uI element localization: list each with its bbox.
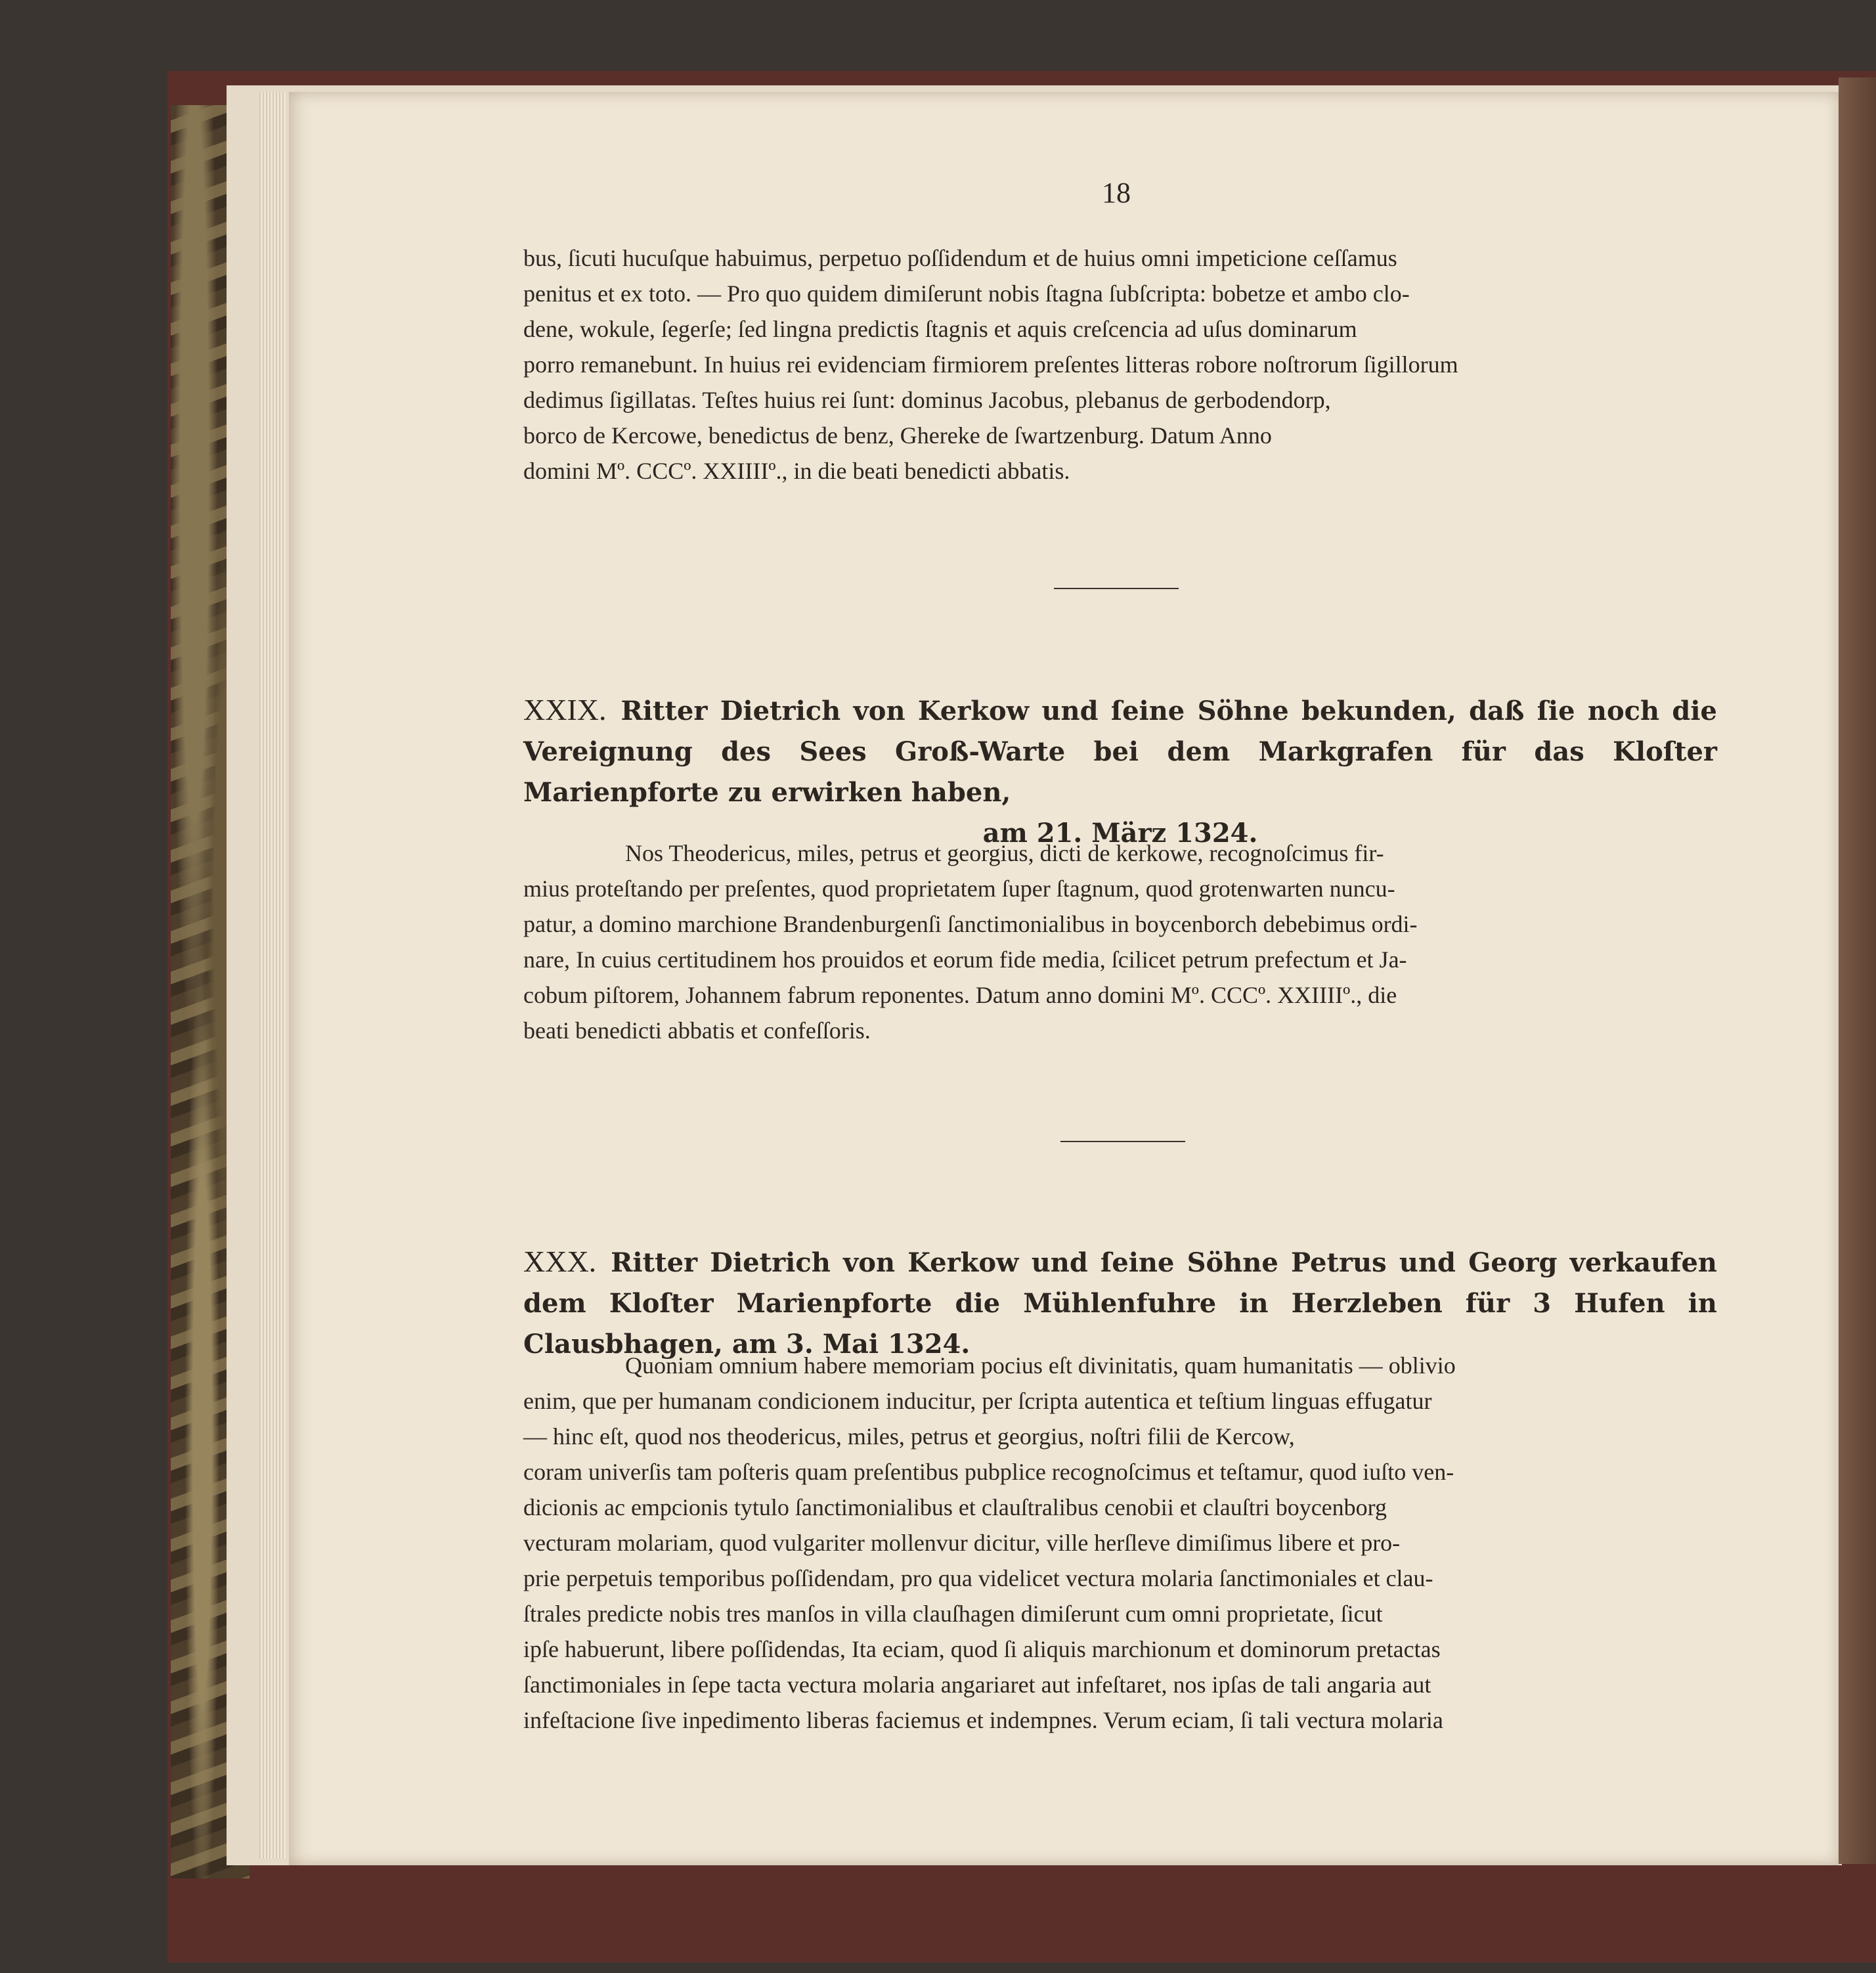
section-xxix (523, 690, 1717, 854)
text-line: Nos Theodericus, miles, petrus et georgius, dicti de kerkowe, recognoſcimus fir- (625, 840, 1384, 866)
text-line: coram univerſis tam poſteris quam preſentibus pubplice recognoſcimus et teſtamur, quod iuſto ven- (523, 1459, 1454, 1485)
section-title: Ritter Dietrich von Kerkow und ſeine Söhne bekunden, daß ſie noch die Vereignung des Sees Groß-Warte bei dem Markgrafen für das Kloſter Marienpforte zu erwirken haben, (523, 696, 1717, 808)
section-xxx-body (523, 1348, 1717, 1738)
section-xxix-body (523, 835, 1717, 1048)
text-line: dene, wokule, ſegerſe; ſed lingna predictis ſtagnis et aquis creſcencia ad uſus dominarum (523, 316, 1357, 342)
text-line: porro remanebunt. In huius rei evidenciam firmiorem preſentes litteras robore noſtrorum ſigillorum (523, 351, 1458, 378)
text-line: — hinc eſt, quod nos theodericus, miles, petrus et georgius, noſtri filii de Kercow, (523, 1423, 1295, 1450)
section-xxx (523, 1241, 1717, 1365)
text-line: mius proteſtando per preſentes, quod proprietatem ſuper ſtagnum, quod grotenwarten nuncu- (523, 876, 1395, 902)
text-line: infeſtacione ſive inpedimento liberas faciemus et indempnes. Verum eciam, ſi tali vectura molaria (523, 1707, 1443, 1733)
section-divider (1054, 588, 1179, 589)
right-cover-edge (1839, 78, 1876, 1864)
section-number: XXX. (523, 1245, 597, 1278)
text-line: ſanctimoniales in ſepe tacta vectura molaria angariaret aut infeſtaret, nos ipſas de tali angaria aut (523, 1672, 1431, 1698)
text-line: prie perpetuis temporibus poſſidendam, pro qua videlicet vectura molaria ſanctimoniales et clau- (523, 1565, 1433, 1591)
page-number: 18 (1102, 177, 1131, 209)
section-heading (523, 1241, 1717, 1365)
text-line: borco de Kercowe, benedictus de benz, Ghereke de ſwartzenburg. Datum Anno (523, 422, 1272, 449)
text-line: vecturam molariam, quod vulgariter mollenvur dicitur, ville herſleve dimiſimus libere et pro- (523, 1530, 1401, 1556)
page-edges (259, 92, 286, 1859)
text-line: Quoniam omnium habere memoriam pocius eſt divinitatis, quam humanitatis — oblivio (625, 1352, 1456, 1379)
text-line: patur, a domino marchione Brandenburgenſi ſanctimonialibus in boycenborch debebimus ordi- (523, 911, 1418, 937)
text-line: ſtrales predicte nobis tres manſos in villa clauſhagen dimiſerunt cum omni proprietate, ſicut (523, 1601, 1383, 1627)
section-number: XXIX. (523, 693, 607, 726)
text-line: bus, ſicuti hucuſque habuimus, perpetuo poſſidendum et de huius omni impeticione ceſſamus (523, 245, 1397, 271)
text-line: nare, In cuius certitudinem hos prouidos et eorum fide media, ſcilicet petrum prefectum et Ja- (523, 946, 1407, 973)
section-heading (523, 690, 1717, 813)
text-line: penitus et ex toto. — Pro quo quidem dimiſerunt nobis ſtagna ſubſcripta: bobetze et ambo clo- (523, 280, 1410, 307)
section-divider (1060, 1141, 1185, 1142)
section-date: am 21. März 1324. (982, 818, 1258, 849)
text-line: domini Mº. CCCº. XXIIIIº., in die beati benedicti abbatis. (523, 458, 1070, 484)
section-title: Ritter Dietrich von Kerkow und ſeine Söhne Petrus und Georg verkaufen dem Kloſter Marienpforte die Mühlenfuhre in Herzleben für 3 Hufen in Clausbhagen, am 3. Mai 1324. (523, 1247, 1717, 1360)
text-line: dicionis ac empcionis tytulo ſanctimonialibus et clauſtralibus cenobii et clauſtri boycenborg (523, 1494, 1387, 1520)
text-line: ipſe habuerunt, libere poſſidendas, Ita eciam, quod ſi aliquis marchionum et dominorum pretactas (523, 1636, 1441, 1662)
text-line: beati benedicti abbatis et confeſſoris. (523, 1017, 871, 1044)
text-line: dedimus ſigillatas. Teſtes huius rei ſunt: dominus Jacobus, plebanus de gerbodendorp, (523, 387, 1331, 413)
text-line: enim, que per humanam condicionem inducitur, per ſcripta autentica et teſtium linguas effugatur (523, 1388, 1432, 1414)
continuation-block (523, 240, 1717, 489)
text-line: cobum piſtorem, Johannem fabrum reponentes. Datum anno domini Mº. CCCº. XXIIIIº., die (523, 982, 1397, 1008)
